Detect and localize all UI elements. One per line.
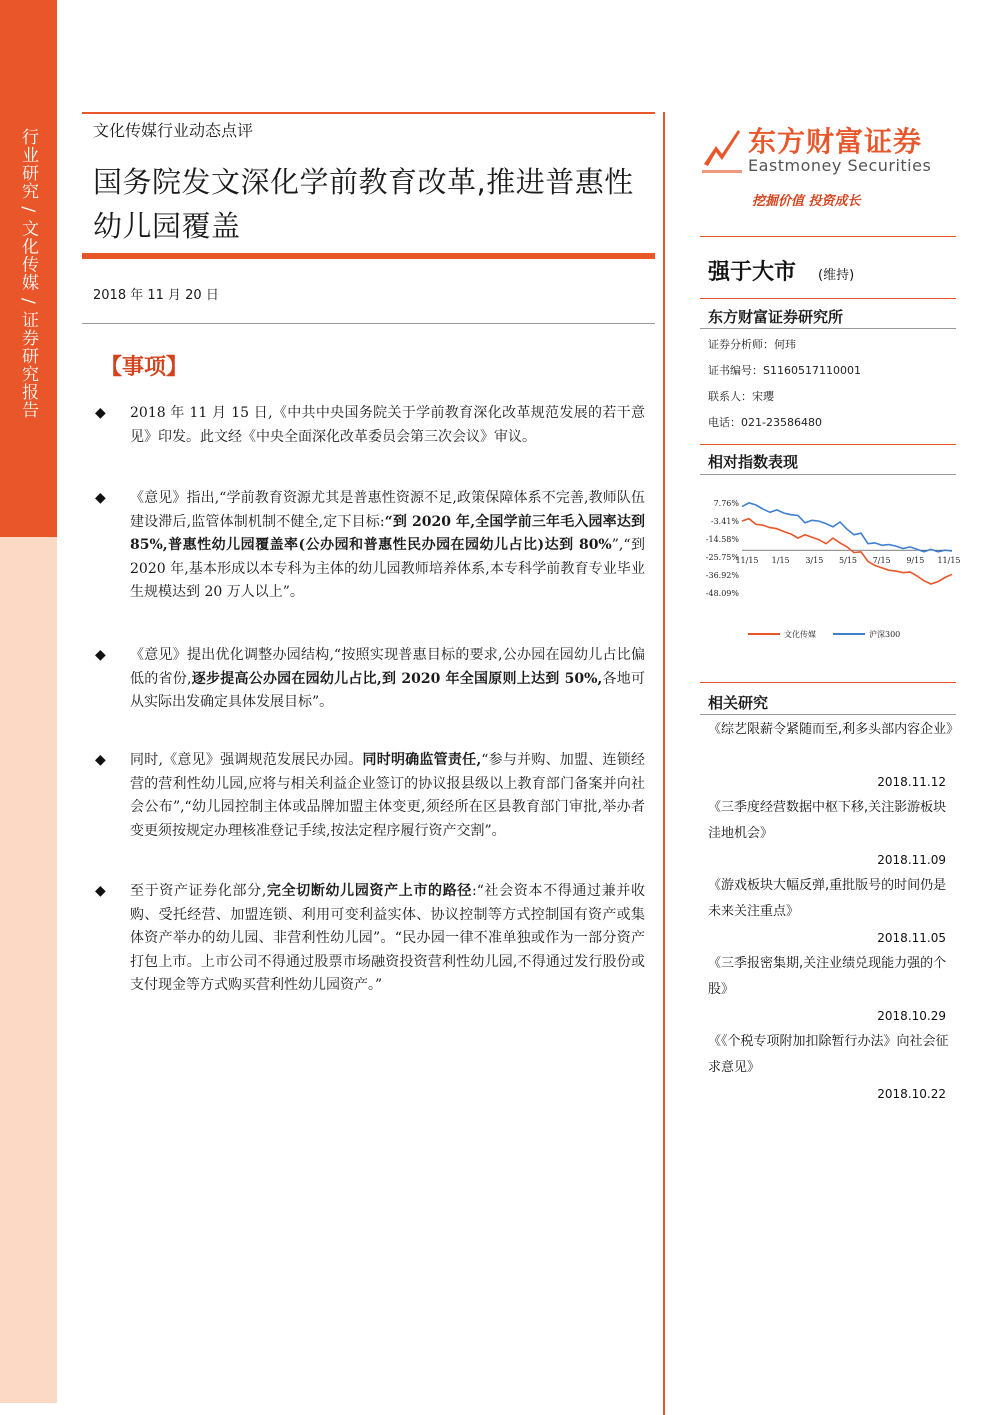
related-item-title[interactable]: 《《个税专项附加扣除暂行办法》向社会征求意见》 <box>708 1034 949 1075</box>
paragraph-3-text: 《意见》提出优化调整办园结构,“按照实现普惠目标的要求,公办园在园幼儿占比偏低的省份, <box>130 647 645 687</box>
related-item-title[interactable]: 《三季报密集期,关注业绩兑现能力强的个股》 <box>708 956 947 997</box>
paragraph-2-tail: ”,“到 2020 年,基本形成以本专科为主体的幼儿园教师培养体系,本专科学前教育专业毕业生规模达到 20 万人以上”。 <box>130 537 645 601</box>
paragraph-4-text: 同时,《意见》强调规范发展民办园。 <box>130 752 363 768</box>
analyst-cert: 证书编号：S1160517110001 <box>708 364 861 377</box>
analyst-name: 证券分析师：何玮 <box>708 338 796 351</box>
y-tick-label: -36.92% <box>705 571 739 580</box>
brand-name-cn: 东方财富证券 <box>748 125 923 158</box>
rating-bottom-rule <box>700 298 956 299</box>
bullet-icon: ◆ <box>95 883 106 899</box>
brand-slogan: 挖掘价值 投资成长 <box>752 194 861 209</box>
column-divider <box>663 112 665 1415</box>
chart-section-title: 相对指数表现 <box>708 453 799 471</box>
paragraph-2-text: 《意见》指出,“学前教育资源尤其是普惠性资源不足,政策保障体系不完善,教师队伍建设滞后,监管体制机制不健全,定下目标: <box>130 490 645 530</box>
paragraph-5-tail: :“社会资本不得通过兼并收购、受托经营、加盟连锁、利用可变利益实体、协议控制等方式控制国有资产或集体资产举办的幼儿园、非营利性幼儿园”。“民办园一律不准单独或作为一部分资产打包上市。上市公司不得通过股票市场融资投资营利性幼儿园,不得通过发行股份或支付现金等方式购买营利性幼儿园资产。” <box>130 883 645 994</box>
paragraph-3 <box>130 644 645 715</box>
y-tick-label: -48.09% <box>705 589 739 598</box>
date-rule <box>82 323 655 324</box>
related-item-title[interactable]: 《综艺限薪令紧随而至,利多头部内容企业》 <box>708 722 960 737</box>
related-item-title[interactable]: 《游戏板块大幅反弹,重批版号的时间仍是未来关注重点》 <box>708 878 947 919</box>
brand-mark-icon <box>700 124 744 174</box>
related-top-rule <box>700 682 956 683</box>
related-section-title: 相关研究 <box>708 694 769 712</box>
chart-title-rule <box>700 474 956 475</box>
rating-label: 强于大市 <box>708 260 797 285</box>
paragraph-5-text: 至于资产证券化部分, <box>130 883 267 899</box>
y-tick-label: 7.76% <box>713 499 739 508</box>
paragraph-3-tail: 各地可从实际出发确定具体发展目标”。 <box>130 670 646 711</box>
y-tick-label: -25.75% <box>705 553 739 562</box>
report-type: 文化传媒行业动态点评 <box>93 121 254 140</box>
x-tick-label: 11/15 <box>937 556 961 566</box>
bullet-icon: ◆ <box>95 752 106 768</box>
sidebar-label: 行业研究 / 文化传媒 / 证券研究报告 <box>18 128 38 420</box>
paragraph-1: 2018 年 11 月 15 日,《中共中央国务院关于学前教育深化改革规范发展的若干意见》印发。此文经《中央全面深化改革委员会第三次会议》审议。 <box>130 405 645 445</box>
paragraph-4-highlight: 同时明确监管责任, <box>362 752 482 768</box>
rating-note: (维持) <box>818 268 855 283</box>
section-title: 【事项】 <box>100 354 189 380</box>
institute-rule <box>700 328 956 329</box>
paragraph-4-tail: “参与并购、加盟、连锁经营的营利性幼儿园,应将与相关利益企业签订的协议报县级以上教育部门备案并向社会公布”,“幼儿园控制主体或品牌加盟主体变更,须经所在区县教育部门审批,举办者变更须按规定办理核准登记手续,按法定程序履行资产交割”。 <box>130 752 645 839</box>
x-tick-label: 3/15 <box>805 556 824 566</box>
brand-name-en: Eastmoney Securities <box>748 156 932 175</box>
legend-label: 文化传媒 <box>784 630 816 639</box>
related-item-date: 2018.11.09 <box>877 853 946 867</box>
y-tick-label: -3.41% <box>710 517 739 526</box>
bullet-icon: ◆ <box>95 490 106 506</box>
x-tick-label: 5/15 <box>839 556 857 566</box>
paragraph-3-highlight: 逐步提高公办园在园幼儿占比,到 2020 年全国原则上达到 50%, <box>191 670 603 687</box>
paragraph-2-highlight: “到 2020 年,全国学前三年毛入园率达到 85%,普惠性幼儿园覆盖率(公办园和普惠性民办园在园幼儿占比)达到 80% <box>130 513 646 554</box>
chart-top-rule <box>700 444 956 445</box>
header-bottom-rule <box>82 253 655 259</box>
paragraph-4 <box>130 749 645 843</box>
legend-label: 沪深300 <box>869 630 901 639</box>
relative-index-chart <box>700 486 961 646</box>
bullet-icon: ◆ <box>95 405 106 421</box>
y-tick-label: -14.58% <box>705 535 739 544</box>
paragraph-2 <box>130 487 645 605</box>
x-tick-label: 9/15 <box>906 556 925 566</box>
paragraph-5 <box>130 880 645 998</box>
x-tick-label: 11/15 <box>735 556 759 566</box>
contact-phone: 电话：021-23586480 <box>708 416 822 429</box>
header-top-rule <box>82 112 655 114</box>
x-tick-label: 1/15 <box>771 556 790 566</box>
page-title: 国务院发文深化学前教育改革,推进普惠性幼儿园覆盖 <box>93 165 634 243</box>
x-tick-label: 7/15 <box>872 556 891 566</box>
related-item-date: 2018.10.29 <box>877 1009 946 1023</box>
related-title-rule <box>700 714 956 715</box>
paragraph-5-highlight: 完全切断幼儿园资产上市的路径 <box>266 883 472 899</box>
rating-top-rule <box>700 236 956 237</box>
institute-name: 东方财富证券研究所 <box>708 308 844 326</box>
related-item-date: 2018.10.22 <box>877 1087 946 1101</box>
related-item-date: 2018.11.05 <box>877 931 946 945</box>
bullet-icon: ◆ <box>95 647 106 663</box>
contact-name: 联系人：宋瓔 <box>708 390 774 403</box>
report-date: 2018 年 11 月 20 日 <box>93 288 219 303</box>
brand-logo <box>700 118 955 178</box>
related-item-date: 2018.11.12 <box>877 775 946 789</box>
related-item-title[interactable]: 《三季度经营数据中枢下移,关注影游板块洼地机会》 <box>708 800 947 841</box>
